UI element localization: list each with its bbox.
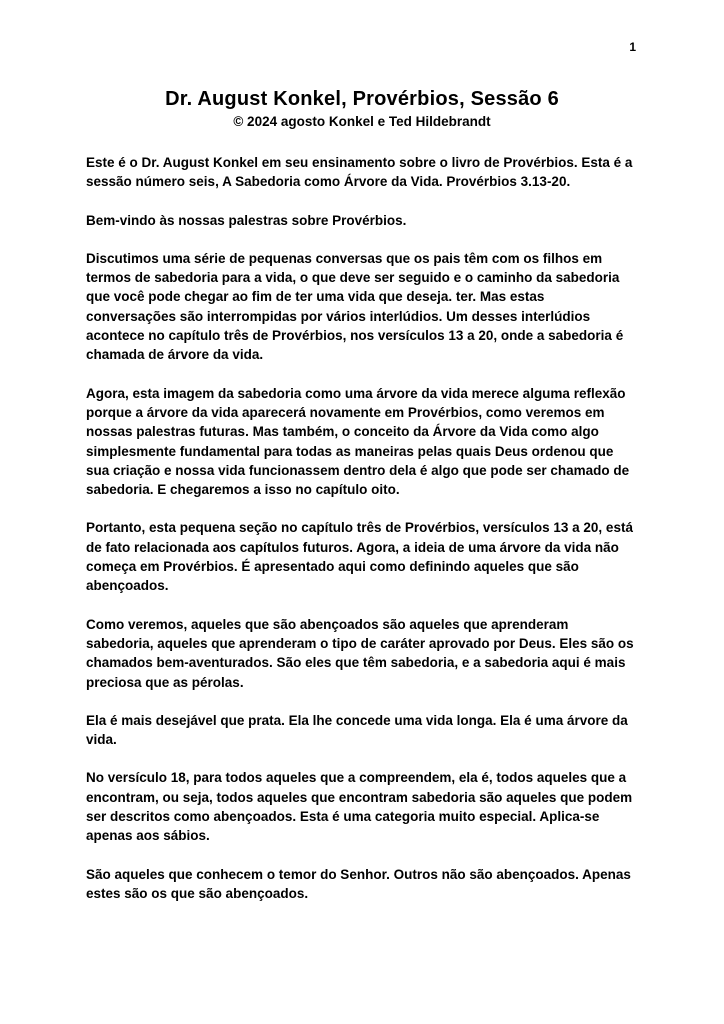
- paragraph-welcome: Bem-vindo às nossas palestras sobre Provérbios.: [86, 212, 407, 228]
- paragraph-fear-of-lord: São aqueles que conhecem o temor do Senhor. Outros não são abençoados. Apenas estes são os que são abençoados.: [86, 866, 631, 901]
- paragraph-verse-18: No versículo 18, para todos aqueles que a compreendem, ela é, todos aqueles que a encontram, ou seja, todos aqueles que encontram sabedoria são aqueles que podem ser descritos como abençoados. Esta é uma categoria muito especial. Aplica-se apenas aos sábios.: [86, 770, 633, 844]
- paragraph-tree-of-life-image: Agora, esta imagem da sabedoria como uma árvore da vida merece alguma reflexão porque a árvore da vida aparecerá novamente em Provérbios, como veremos em nossas palestras futuras. Mas também, o conceito da Árvore da Vida como algo simplesmente fundamental para todas as maneiras pelas quais Deus ordenou que sua criação e nossa vida funcionassem dentro dela é algo que pode ser chamado de sabedoria. E chegaremos a isso no capítulo oito.: [86, 385, 630, 498]
- page-number: 1: [629, 40, 636, 54]
- paragraph-blessed-ones: Como veremos, aqueles que são abençoados são aqueles que aprenderam sabedoria, aqueles que aprenderam o tipo de caráter aprovado por Deus. Eles são os chamados bem-aventurados. São eles que têm sabedoria, e a sabedoria aqui é mais preciosa que as pérolas.: [86, 616, 634, 690]
- document-body: [86, 153, 638, 903]
- document-title: Dr. August Konkel, Provérbios, Sessão 6: [165, 88, 559, 110]
- copyright-line: © 2024 agosto Konkel e Ted Hildebrandt: [233, 114, 491, 129]
- paragraph-intro: Este é o Dr. August Konkel em seu ensinamento sobre o livro de Provérbios. Esta é a sessão número seis, A Sabedoria como Árvore da Vida. Provérbios 3.13-20.: [86, 155, 633, 190]
- paragraph-more-desirable: Ela é mais desejável que prata. Ela lhe concede uma vida longa. Ela é uma árvore da vida.: [86, 712, 628, 748]
- paragraph-conversations: Discutimos uma série de pequenas conversas que os pais têm com os filhos em termos de sabedoria para a vida, o que deve ser seguido e o caminho da sabedoria que você pode chegar ao fim de ter uma vida que deseja. ter. Mas estas conversações são interrompidas por vários interlúdios. Um desses interlúdios acontece no capítulo três de Provérbios, nos versículos 13 a 20, onde a sabedoria é chamada de árvore da vida.: [86, 250, 624, 363]
- paragraph-section-context: Portanto, esta pequena seção no capítulo três de Provérbios, versículos 13 a 20, está de fato relacionada aos capítulos futuros. Agora, a ideia de uma árvore da vida não começa em Provérbios. É apresentado aqui como definindo aqueles que são abençoados.: [86, 520, 633, 594]
